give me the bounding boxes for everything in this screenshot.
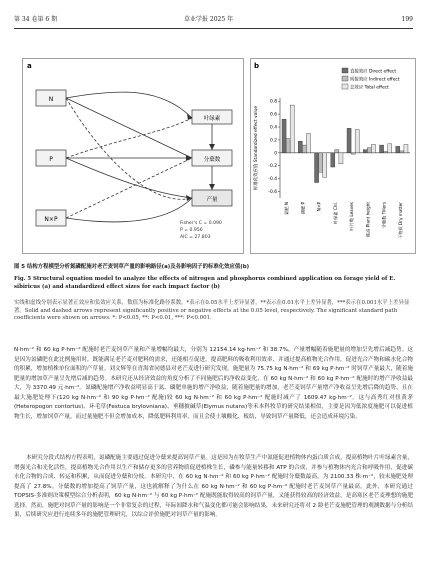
effect-bar-chart xyxy=(250,58,416,254)
legend-entry: 直接效应 Direct effect xyxy=(350,69,397,75)
bar xyxy=(347,128,351,153)
bar xyxy=(400,151,404,153)
bar xyxy=(396,146,400,152)
bar xyxy=(290,105,294,153)
y-tick-label: 0.2 xyxy=(270,138,277,144)
y-tick-label: 0.6 xyxy=(270,112,277,118)
page-number: 199 xyxy=(401,16,413,23)
figure-caption-cn: 图 5 结构方程模型分析氮磷配施对老芒麦饲草产量的影响路径(a)及各影响因子的标准化效应值(b) xyxy=(14,264,250,270)
svg-text:P: P xyxy=(49,156,53,163)
effect-chart-svg xyxy=(250,58,416,254)
bar xyxy=(384,152,388,153)
x-tick-label: 氮肥 N xyxy=(284,202,290,215)
x-tick-label: 叶绿素 Chl. xyxy=(332,202,338,224)
journal-volume: 第 34 卷第 6 期 xyxy=(14,16,58,23)
bar xyxy=(306,133,310,152)
y-tick-label: -0.2 xyxy=(268,164,277,170)
bar xyxy=(363,150,367,153)
node-p xyxy=(36,150,66,166)
svg-text:N×P: N×P xyxy=(44,216,58,223)
node-np xyxy=(36,210,66,226)
bar xyxy=(355,130,359,153)
fit-stat-c: Fisher's C = 0.090 xyxy=(180,221,222,226)
legend-entry: 总效应 Total effect xyxy=(350,85,389,91)
bar xyxy=(351,153,355,154)
legend-swatch xyxy=(342,84,348,89)
y-tick-label: 0.8 xyxy=(270,99,277,105)
x-tick-label: 磷肥 P xyxy=(300,202,306,215)
panel-b-label: b xyxy=(254,62,260,70)
body-paragraph-2: 本研究分段式结构方程表明，氮磷配施主要通过促进分蘖来提高饲草产量。这是因为在牧草生产中氮能促进植物体内蛋白质合成，提高植物叶片叶绿素含量，增强光合和光化活性，提高植物光合作用以生产和储存更多的营养物质促进植株生长，磷参与能量转移和 ATP 的合成，并参与植物体内光合和呼吸作用，促进碳水化合物的合成、转运和积累，从而促进分蘖和分枝。本研究中，在 60 kg N·hm⁻² 和 60 kg P·hm⁻² 配施时分蘖数最高，为 2100.33 株·m⁻²，较未施肥处理提高了 27.8%。分蘖数的增加提高了饲草产量，这也就解释了为什么在 60 kg N·hm⁻² 和 60 kg P·hm⁻² 配施时老芒麦饲草产量最高。此外，本研究通过 TOPSIS-多准则决策模型综合分析表明，60 kg N·hm⁻² 与 60 kg P·hm⁻² 配施既能取得较高的饲草产量，又能获得较高的经济效益，是高寒区老芒麦理想的施肥选择。然而，施肥对饲草产量的影响是一个非常复杂的过程，年际间降水和气温变化都可能会影响结果，未来研究还将对 2 龄老芒麦施肥管理的观测数据与分析结果，后续研究应进行连续多年的施肥管理研究，以综合评价施肥对饲草产量的影响。 xyxy=(14,455,413,518)
panel-a-label: a xyxy=(27,62,32,70)
page-header xyxy=(14,14,413,26)
y-axis-title: 标准化效应值 Standardized effect value xyxy=(254,105,259,191)
svg-text:叶绿素: 叶绿素 xyxy=(203,116,221,122)
bar xyxy=(302,145,306,153)
figure-note: 实线和虚线分别表示显著正效应和负效应关系，数值为标准化路径系数。*表示在0.05水平上差异显著，**表示在0.01水平上差异显著，***表示在0.001水平上差异显著。Solid and dashed arrows represent significantly positive or negative effects at the 0.05 level, respectively. The significant standard path coefficients were shown on arrows. *: P<0.05, **: P<0.01, ***: P<0.001. xyxy=(14,300,410,322)
bar xyxy=(319,153,323,172)
bar xyxy=(367,148,371,153)
node-tiller xyxy=(192,150,232,166)
bar xyxy=(380,145,384,153)
y-tick-label: -0.6 xyxy=(268,190,277,196)
y-tick-label: 0 xyxy=(274,151,277,157)
sem-path-diagram xyxy=(22,58,244,254)
x-tick-label: 干物质 Dry matter xyxy=(397,202,403,239)
node-n xyxy=(36,90,66,106)
svg-text:N: N xyxy=(48,96,54,103)
svg-text:产量: 产量 xyxy=(206,197,218,203)
bar xyxy=(339,153,343,164)
figure-caption-en: Fig. 5 Structural equation model to analyze the effects of nitrogen and phosphorus combined application on forage yield of E. sibiricus (a) and standardized effect sizes for each impact factor (b) xyxy=(14,276,396,290)
bar xyxy=(315,153,319,183)
bar xyxy=(335,150,339,153)
bar xyxy=(286,139,290,153)
legend-swatch xyxy=(342,68,348,73)
legend-entry: 间接效应 Indirect effect xyxy=(350,77,400,83)
bar xyxy=(388,144,392,153)
body-paragraph-1: N·hm⁻² 和 60 kg P·hm⁻² 配施时老芒麦饲草产量和产量增幅均最大，分别为 12154.14 kg·hm⁻² 和 38.7%，产量增幅随着施肥量的增加呈先增后减趋势。这是因为氮磷肥在此比例施用时，既能满足老芒麦对肥料的需求，还能相互促进，提高肥料的吸收利用效率，并通过提高植物光合作用，促进光合产物和碳水化合物的积累，增加植株单位面积的产草量。刘文辉等在青海省同德县对老芒麦进行研究发现，施肥量为 75.75 kg N·hm⁻² 和 69 kg P·hm⁻² 时饲草产量最大，随着施肥量的增加草产量呈先增后减的趋势。本研究还从经济效益的角度分析了不同施肥后的净收益变化，在 60 kg N·hm⁻² 和 60 kg P·hm⁻² 配施时的增产净收益最大，为 3370.49 元·hm⁻²。氮磷配施增产净收益明显高于氮、磷肥单施的增产净收益，随着施肥量的增加，老芒麦饲草产量增产净收益呈先增后降的趋势，且在最大施肥处理下(120 kg N·hm⁻² 和 90 kg P·hm⁻² 配施)较 60 kg N·hm⁻² 和 60 kg P·hm⁻² 配施时减产了 1609.47 kg·hm⁻²。这与高秀红对扭黄茅(Heteropogon contortus)、环毛草(Festuca brylovniana)、垂穗披碱草(Elymus nutans)等禾本科牧草的研究结果相似，主要是因为低浓度施肥可以促进植物生长，增加饲草产量，而过量施肥不但会增加成本，降低肥料利用率，而且会使土壤酸化、板结，导致饲草产量降低，还会造成环境污染。 xyxy=(14,347,413,420)
bar xyxy=(298,141,302,153)
journal-title: 草业学报 2025 年 xyxy=(184,16,234,23)
y-tick-label: -0.4 xyxy=(268,177,277,183)
node-chlorophyll xyxy=(192,110,232,124)
bar xyxy=(323,153,327,178)
bar xyxy=(404,144,408,152)
sem-diagram-svg xyxy=(22,58,244,254)
x-tick-label: N×P xyxy=(316,202,322,212)
fit-stat-aic: AIC = 27.803 xyxy=(180,235,211,240)
svg-text:分蘖数: 分蘖数 xyxy=(203,157,221,163)
header-rule xyxy=(14,28,413,29)
bar xyxy=(371,144,375,152)
y-tick-label: 0.4 xyxy=(270,125,277,131)
x-tick-label: 株高 Plant height xyxy=(365,202,371,237)
fit-stat-p: P = 0.956 xyxy=(180,228,203,233)
bar xyxy=(282,119,286,153)
x-tick-label: 叶片数 Leaves xyxy=(349,202,355,231)
x-tick-label: 分蘖数 Tillers xyxy=(381,202,387,229)
bar xyxy=(331,153,335,167)
node-yield xyxy=(192,190,232,206)
legend-swatch xyxy=(342,76,348,81)
